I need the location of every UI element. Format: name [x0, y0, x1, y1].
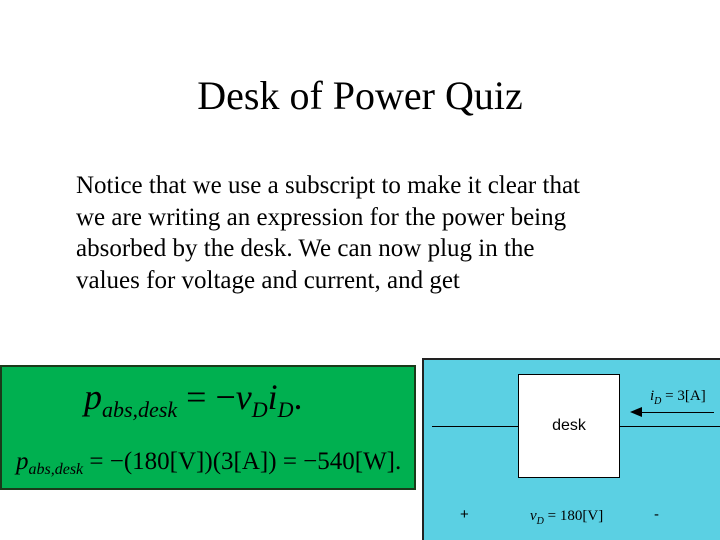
equation-box: [0, 365, 416, 490]
left-wire: [432, 426, 518, 427]
eq2-p-subscript: abs,desk: [28, 461, 84, 478]
plus-sign: +: [460, 506, 469, 523]
eq1-i-subscript: D: [277, 397, 294, 422]
eq1-p-subscript: abs,desk: [102, 397, 178, 422]
body-line: Notice that we use a subscript to make it clear that: [76, 172, 580, 199]
voltage-value: = 180[V]: [543, 508, 604, 524]
current-label: [650, 388, 706, 407]
arrow-left-icon: [630, 407, 642, 417]
eq1-period: .: [293, 377, 303, 417]
desk-box: [518, 374, 620, 478]
eq1-v-subscript: D: [251, 397, 268, 422]
right-wire: [620, 426, 720, 427]
eq1-equals: = −: [177, 377, 236, 417]
eq2-rhs: = −(180[V])(3[A]) = −540[W].: [83, 448, 402, 475]
current-arrow-line: [642, 412, 714, 413]
body-line: we are writing an expression for the power being: [76, 203, 567, 231]
eq1-p-var: p: [84, 377, 102, 417]
current-var: i: [650, 388, 655, 404]
body-line: absorbed by the desk. We can now plug in the: [76, 235, 535, 262]
current-value: = 3[A]: [661, 388, 706, 404]
eq1-i-var: i: [267, 377, 278, 417]
power-equation: [84, 377, 303, 430]
numeric-equation: [16, 447, 401, 485]
voltage-var: v: [530, 508, 537, 524]
voltage-subscript: D: [536, 516, 544, 527]
eq2-p-var: p: [16, 448, 29, 475]
slide-title: Desk of Power Quiz: [197, 73, 523, 118]
circuit-diagram: [422, 358, 720, 540]
voltage-label: [530, 508, 603, 527]
body-paragraph: [76, 170, 676, 296]
minus-sign: -: [654, 506, 659, 523]
desk-label: desk: [552, 417, 586, 434]
current-subscript: D: [654, 396, 662, 407]
body-line: values for voltage and current, and get: [76, 266, 460, 294]
eq1-v-var: v: [235, 377, 252, 417]
